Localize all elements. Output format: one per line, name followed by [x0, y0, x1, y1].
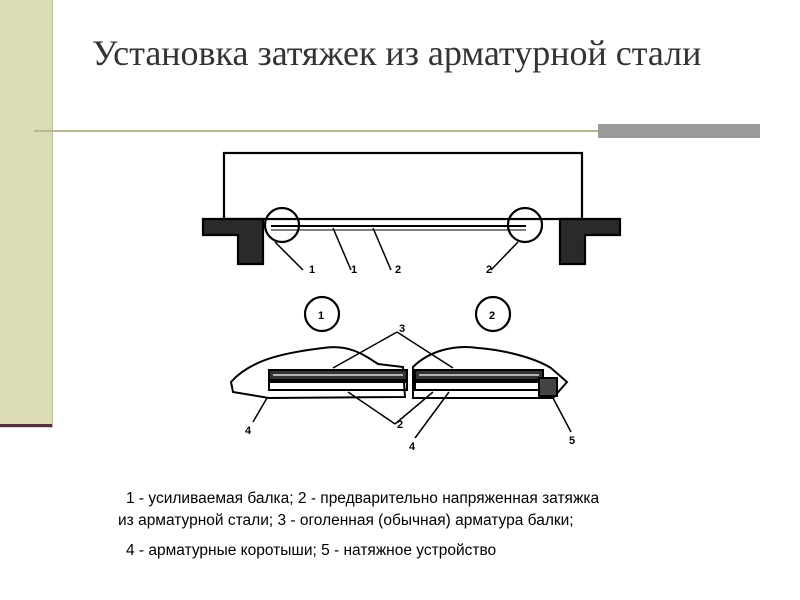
caption-line-1: 1 - усиливаемая балка; 2 - предварительно напряженная затяжка — [126, 490, 600, 507]
caption-line-2: из арматурной стали; 3 - оголенная (обычная) арматура балки; — [118, 512, 574, 529]
caption-line-3: 4 - арматурные коротыши; 5 - натяжное устройство — [126, 542, 497, 559]
lower-label-left: 4 — [245, 425, 252, 437]
tensioning-device — [539, 378, 557, 396]
left-accent-bar-end — [0, 424, 52, 427]
slide-title: Установка затяжек из арматурной стали — [92, 33, 702, 73]
lower-label-mid-bottom: 4 — [409, 441, 416, 453]
upper-label-2: 1 — [351, 264, 358, 276]
upper-label-1: 1 — [309, 264, 316, 276]
title-divider-thick — [598, 124, 760, 138]
upper-label-3: 2 — [395, 264, 402, 276]
callout-number-1: 1 — [318, 310, 325, 322]
left-accent-bar — [0, 0, 53, 428]
lower-label-mid: 2 — [397, 419, 404, 431]
lower-label-top: 3 — [399, 323, 406, 335]
lower-label-right: 5 — [569, 435, 576, 447]
figure-caption — [118, 488, 758, 562]
title-divider-thin — [34, 130, 600, 132]
beam-diagram — [173, 142, 650, 467]
upper-label-4: 2 — [486, 264, 493, 276]
callout-number-2: 2 — [489, 310, 496, 322]
